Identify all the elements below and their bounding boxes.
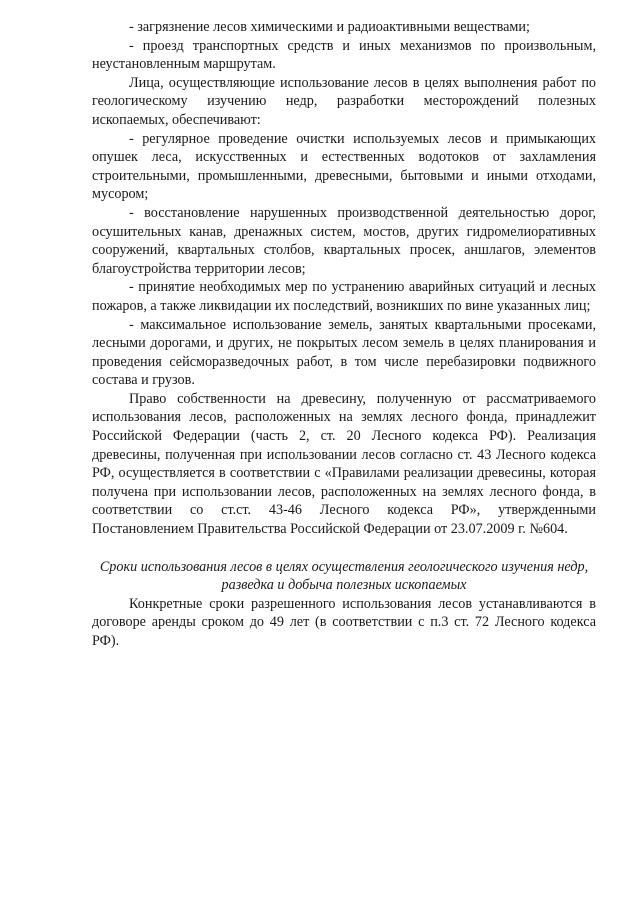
paragraph-restoration: - восстановление нарушенных производственной деятельностью дорог, осушительных канав, дренажных систем, мостов, других гидромелиоративных сооружений, квартальных столбов, квартальных просек, аншлагов, элементов благоустройства территории лесов;	[92, 204, 596, 277]
paragraph-land-use: - максимальное использование земель, занятых квартальными просеками, лесными дорогами, и других, не покрытых лесом земель в целях планирования и проведения сейсморазведочных работ, в том числе перебазировки подвижного состава и грузов.	[92, 316, 596, 389]
section-heading: Сроки использования лесов в целях осуществления геологического изучения недр, разведка и добыча полезных ископаемых	[99, 558, 589, 594]
paragraph-ownership: Право собственности на древесину, полученную от рассматриваемого использования лесов, расположенных на землях лесного фонда, принадлежит Российской Федерации (часть 2, ст. 20 Лесного кодекса РФ). Реализация древесины, полученная при использовании лесов согласно ст. 43 Лесного кодекса РФ, осуществляется в соответствии с «Правилами реализации древесины, которая получена при использовании лесов, расположенных на землях лесного фонда, в соответствии со ст.ст. 43-46 Лесного кодекса РФ», утвержденными Постановлением Правительства Российской Федерации от 23.07.2009 г. №604.	[92, 390, 596, 538]
paragraph-cleaning: - регулярное проведение очистки используемых лесов и примыкающих опушек леса, искусственных и естественных водотоков от захламления строительными, промышленными, древесными, бытовыми и иными отходами, мусором;	[92, 130, 596, 203]
paragraph-vehicles: - проезд транспортных средств и иных механизмов по произвольным, неустановленным маршрутам.	[92, 37, 596, 73]
paragraph-pollution: - загрязнение лесов химическими и радиоактивными веществами;	[129, 19, 530, 35]
document-page	[92, 18, 596, 651]
paragraph-terms: Конкретные сроки разрешенного использования лесов устанавливаются в договоре аренды сроком до 49 лет (в соответствии с п.3 ст. 72 Лесного кодекса РФ).	[92, 595, 596, 649]
paragraph-emergency: - принятие необходимых мер по устранению аварийных ситуаций и лесных пожаров, а также ликвидации их последствий, возникших по вине указанных лиц;	[92, 279, 596, 314]
paragraph-persons-obligations: Лица, осуществляющие использование лесов в целях выполнения работ по геологическому изучению недр, разработки месторождений полезных ископаемых, обеспечивают:	[92, 74, 596, 128]
